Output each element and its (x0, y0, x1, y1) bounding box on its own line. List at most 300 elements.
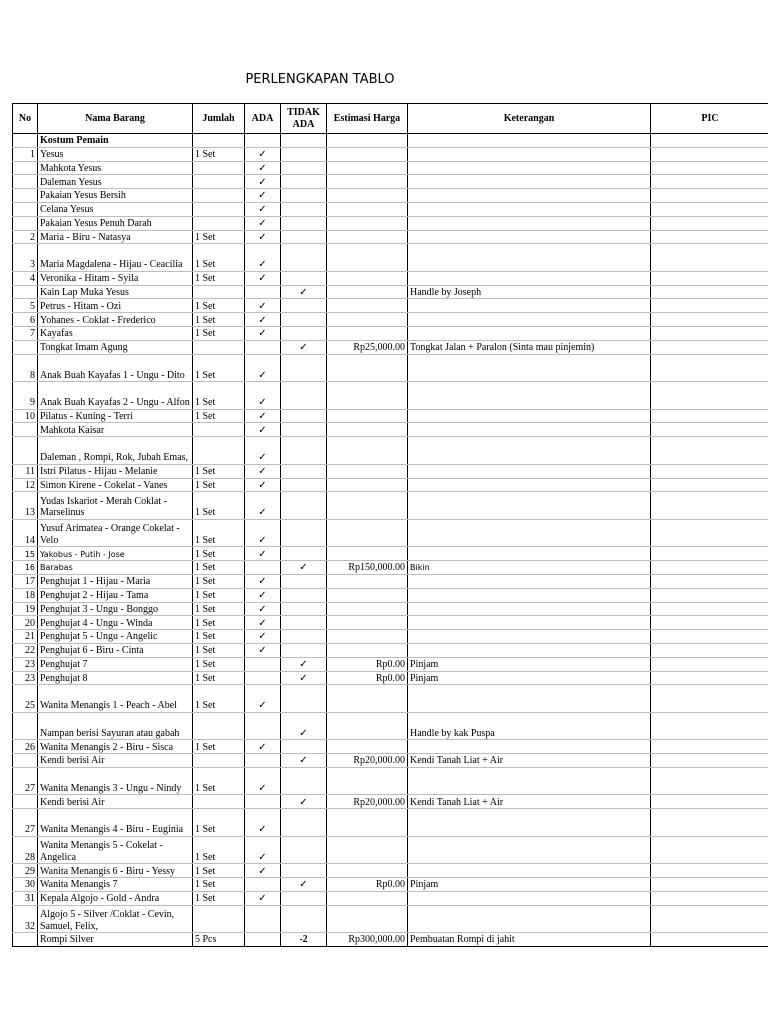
cell-nama-barang: Algojo 5 - Silver /Coklat - Cevin, Samuel, Felix, (38, 905, 193, 933)
cell-no: 16 (13, 561, 38, 575)
table-row (13, 327, 768, 341)
cell-keterangan (408, 905, 651, 933)
cell-jumlah (193, 712, 245, 740)
cell-jumlah: 1 Set (193, 492, 245, 520)
cell-nama-barang: Daleman , Rompi, Rok, Jubah Emas, (38, 437, 193, 465)
cell-no: 28 (13, 836, 38, 864)
cell-jumlah: 1 Set (193, 864, 245, 878)
cell-tidak-ada-check (281, 313, 327, 327)
cell-keterangan (408, 602, 651, 616)
cell-pic (651, 836, 768, 864)
cell-keterangan (408, 616, 651, 630)
table-row (13, 767, 768, 795)
cell-keterangan (408, 189, 651, 203)
table-row (13, 754, 768, 768)
cell-jumlah: 1 Set (193, 147, 245, 161)
cell-pic (651, 327, 768, 341)
cell-no: 12 (13, 478, 38, 492)
cell-estimasi-harga (327, 354, 408, 382)
table-row (13, 437, 768, 465)
cell-no: 19 (13, 602, 38, 616)
cell-estimasi-harga (327, 437, 408, 465)
cell-tidak-ada-check (281, 767, 327, 795)
cell-nama-barang: Yakobus - Putih - Jose (38, 547, 193, 561)
cell-nama-barang: Simon Kirene - Cokelat - Vanes (38, 478, 193, 492)
cell-keterangan (408, 574, 651, 588)
cell-nama-barang: Yudas Iskariot - Merah Coklat - Marselinus (38, 492, 193, 520)
cell-pic (651, 588, 768, 602)
cell-jumlah: 1 Set (193, 244, 245, 272)
cell-nama-barang: Kostum Pemain (38, 134, 193, 148)
cell-tidak-ada-check (281, 547, 327, 561)
cell-tidak-ada-check (281, 574, 327, 588)
cell-nama-barang: Wanita Menangis 5 - Cokelat - Angelica (38, 836, 193, 864)
cell-nama-barang: Wanita Menangis 1 - Peach - Abel (38, 685, 193, 713)
cell-estimasi-harga (327, 643, 408, 657)
cell-keterangan (408, 588, 651, 602)
table-row (13, 313, 768, 327)
cell-jumlah (193, 202, 245, 216)
cell-pic (651, 864, 768, 878)
cell-tidak-ada-check (281, 616, 327, 630)
cell-pic (651, 464, 768, 478)
cell-keterangan (408, 547, 651, 561)
cell-nama-barang: Daleman Yesus (38, 175, 193, 189)
table-row (13, 836, 768, 864)
cell-keterangan: Kendi Tanah Liat + Air (408, 754, 651, 768)
cell-ada-check: ✓ (245, 864, 281, 878)
cell-keterangan (408, 423, 651, 437)
cell-no (13, 712, 38, 740)
cell-keterangan: Pembuatan Rompi di jahit (408, 933, 651, 947)
cell-estimasi-harga (327, 630, 408, 644)
cell-estimasi-harga: Rp20,000.00 (327, 754, 408, 768)
cell-jumlah: 1 Set (193, 382, 245, 410)
cell-no: 14 (13, 519, 38, 547)
cell-pic (651, 409, 768, 423)
cell-nama-barang: Istri Pilatus - Hijau - Melanie (38, 464, 193, 478)
cell-keterangan (408, 354, 651, 382)
cell-keterangan: Tongkat Jalan + Paralon (Sinta mau pinjemin) (408, 340, 651, 354)
cell-no (13, 340, 38, 354)
cell-ada-check: ✓ (245, 382, 281, 410)
cell-tidak-ada-check: ✓ (281, 340, 327, 354)
cell-no: 31 (13, 891, 38, 905)
cell-ada-check: ✓ (245, 423, 281, 437)
cell-estimasi-harga (327, 175, 408, 189)
cell-estimasi-harga: Rp0.00 (327, 657, 408, 671)
cell-no (13, 134, 38, 148)
cell-ada-check: ✓ (245, 685, 281, 713)
cell-no: 29 (13, 864, 38, 878)
cell-tidak-ada-check (281, 271, 327, 285)
cell-estimasi-harga (327, 189, 408, 203)
cell-estimasi-harga (327, 327, 408, 341)
cell-tidak-ada-check (281, 685, 327, 713)
cell-pic (651, 299, 768, 313)
cell-ada-check (245, 671, 281, 685)
cell-jumlah: 1 Set (193, 478, 245, 492)
cell-jumlah: 5 Pcs (193, 933, 245, 947)
cell-keterangan (408, 327, 651, 341)
cell-no: 1 (13, 147, 38, 161)
page-title: PERLENGKAPAN TABLO (245, 72, 395, 87)
cell-pic (651, 754, 768, 768)
cell-estimasi-harga (327, 271, 408, 285)
cell-no (13, 754, 38, 768)
cell-estimasi-harga: Rp0.00 (327, 878, 408, 892)
table-row (13, 588, 768, 602)
cell-keterangan (408, 313, 651, 327)
cell-ada-check: ✓ (245, 271, 281, 285)
cell-estimasi-harga (327, 767, 408, 795)
table-row (13, 864, 768, 878)
cell-pic (651, 354, 768, 382)
cell-nama-barang: Kendi berisi Air (38, 795, 193, 809)
cell-tidak-ada-check (281, 230, 327, 244)
cell-pic (651, 574, 768, 588)
cell-nama-barang: Yohanes - Coklat - Frederico (38, 313, 193, 327)
cell-nama-barang: Penghujat 4 - Ungu - Winda (38, 616, 193, 630)
cell-nama-barang: Kain Lap Muka Yesus (38, 285, 193, 299)
table-row (13, 519, 768, 547)
cell-pic (651, 313, 768, 327)
cell-tidak-ada-check (281, 809, 327, 837)
cell-nama-barang: Maria - Biru - Natasya (38, 230, 193, 244)
cell-pic (651, 202, 768, 216)
cell-estimasi-harga (327, 891, 408, 905)
table-header-row (13, 104, 768, 134)
cell-no (13, 175, 38, 189)
cell-keterangan (408, 740, 651, 754)
cell-ada-check (245, 754, 281, 768)
cell-estimasi-harga (327, 230, 408, 244)
cell-jumlah (193, 340, 245, 354)
cell-nama-barang: Wanita Menangis 7 (38, 878, 193, 892)
cell-pic (651, 161, 768, 175)
cell-keterangan (408, 147, 651, 161)
col-header-jumlah: Jumlah (193, 104, 245, 134)
cell-jumlah: 1 Set (193, 588, 245, 602)
cell-ada-check: ✓ (245, 767, 281, 795)
cell-no: 2 (13, 230, 38, 244)
cell-ada-check: ✓ (245, 147, 281, 161)
cell-nama-barang: Wanita Menangis 2 - Biru - Sisca (38, 740, 193, 754)
cell-keterangan (408, 244, 651, 272)
cell-jumlah: 1 Set (193, 574, 245, 588)
cell-tidak-ada-check (281, 382, 327, 410)
cell-estimasi-harga: Rp300,000.00 (327, 933, 408, 947)
cell-tidak-ada-check (281, 299, 327, 313)
table-row (13, 271, 768, 285)
cell-ada-check: ✓ (245, 216, 281, 230)
cell-estimasi-harga (327, 478, 408, 492)
cell-jumlah: 1 Set (193, 409, 245, 423)
cell-pic (651, 285, 768, 299)
cell-pic (651, 519, 768, 547)
cell-estimasi-harga: Rp150,000.00 (327, 561, 408, 575)
cell-pic (651, 216, 768, 230)
cell-keterangan (408, 492, 651, 520)
cell-pic (651, 175, 768, 189)
table-row (13, 878, 768, 892)
cell-keterangan (408, 643, 651, 657)
cell-no (13, 437, 38, 465)
cell-ada-check: ✓ (245, 492, 281, 520)
cell-ada-check: ✓ (245, 616, 281, 630)
cell-ada-check: ✓ (245, 891, 281, 905)
cell-keterangan (408, 161, 651, 175)
table-row (13, 299, 768, 313)
cell-jumlah: 1 Set (193, 230, 245, 244)
cell-pic (651, 423, 768, 437)
table-row (13, 423, 768, 437)
cell-nama-barang: Tongkat Imam Agung (38, 340, 193, 354)
cell-pic (651, 230, 768, 244)
table-row (13, 795, 768, 809)
cell-no: 27 (13, 809, 38, 837)
cell-estimasi-harga (327, 382, 408, 410)
cell-estimasi-harga (327, 464, 408, 478)
cell-nama-barang: Penghujat 1 - Hijau - Maria (38, 574, 193, 588)
table-row (13, 230, 768, 244)
cell-pic (651, 189, 768, 203)
cell-estimasi-harga: Rp25,000.00 (327, 340, 408, 354)
cell-nama-barang: Kendi berisi Air (38, 754, 193, 768)
cell-tidak-ada-check: ✓ (281, 754, 327, 768)
cell-tidak-ada-check (281, 864, 327, 878)
cell-keterangan (408, 891, 651, 905)
cell-jumlah: 1 Set (193, 878, 245, 892)
cell-no: 17 (13, 574, 38, 588)
cell-jumlah: 1 Set (193, 299, 245, 313)
cell-pic (651, 478, 768, 492)
cell-no: 6 (13, 313, 38, 327)
cell-nama-barang: Mahkota Kaisar (38, 423, 193, 437)
cell-nama-barang: Rompi Silver (38, 933, 193, 947)
cell-ada-check: ✓ (245, 547, 281, 561)
cell-ada-check: ✓ (245, 354, 281, 382)
cell-tidak-ada-check (281, 464, 327, 478)
cell-no: 21 (13, 630, 38, 644)
table-row (13, 602, 768, 616)
cell-pic (651, 657, 768, 671)
cell-pic (651, 933, 768, 947)
table-row (13, 478, 768, 492)
col-header-nama-barang: Nama Barang (38, 104, 193, 134)
cell-no: 13 (13, 492, 38, 520)
cell-keterangan: Handle by kak Puspa (408, 712, 651, 740)
cell-ada-check: ✓ (245, 437, 281, 465)
cell-jumlah (193, 134, 245, 148)
cell-keterangan (408, 836, 651, 864)
cell-pic (651, 244, 768, 272)
cell-jumlah: 1 Set (193, 891, 245, 905)
cell-estimasi-harga: Rp0.00 (327, 671, 408, 685)
cell-ada-check: ✓ (245, 740, 281, 754)
cell-ada-check (245, 657, 281, 671)
cell-estimasi-harga (327, 740, 408, 754)
cell-ada-check (245, 795, 281, 809)
cell-no: 32 (13, 905, 38, 933)
table-row (13, 382, 768, 410)
cell-pic (651, 809, 768, 837)
cell-pic (651, 602, 768, 616)
cell-keterangan: Pinjam (408, 671, 651, 685)
cell-keterangan (408, 464, 651, 478)
table-row (13, 891, 768, 905)
cell-tidak-ada-check (281, 519, 327, 547)
cell-nama-barang: Barabas (38, 561, 193, 575)
cell-ada-check: ✓ (245, 202, 281, 216)
cell-no (13, 189, 38, 203)
cell-ada-check (245, 285, 281, 299)
cell-nama-barang: Penghujat 8 (38, 671, 193, 685)
cell-estimasi-harga (327, 547, 408, 561)
cell-estimasi-harga (327, 574, 408, 588)
cell-tidak-ada-check: ✓ (281, 795, 327, 809)
cell-no: 11 (13, 464, 38, 478)
cell-no: 23 (13, 671, 38, 685)
section-row (13, 134, 768, 148)
cell-no (13, 216, 38, 230)
cell-jumlah: 1 Set (193, 643, 245, 657)
table-row (13, 216, 768, 230)
table-row (13, 340, 768, 354)
cell-ada-check: ✓ (245, 161, 281, 175)
cell-ada-check (245, 134, 281, 148)
cell-jumlah (193, 754, 245, 768)
cell-ada-check (245, 340, 281, 354)
cell-nama-barang: Penghujat 6 - Biru - Cinta (38, 643, 193, 657)
table-row (13, 657, 768, 671)
cell-keterangan (408, 767, 651, 795)
cell-pic (651, 630, 768, 644)
table-row (13, 740, 768, 754)
cell-pic (651, 685, 768, 713)
cell-keterangan: Bikin (408, 561, 651, 575)
cell-tidak-ada-check (281, 836, 327, 864)
cell-tidak-ada-check (281, 602, 327, 616)
cell-jumlah: 1 Set (193, 630, 245, 644)
cell-keterangan (408, 437, 651, 465)
cell-tidak-ada-check: ✓ (281, 561, 327, 575)
cell-tidak-ada-check (281, 492, 327, 520)
cell-no: 7 (13, 327, 38, 341)
cell-jumlah (193, 285, 245, 299)
cell-pic (651, 905, 768, 933)
cell-keterangan: Pinjam (408, 878, 651, 892)
cell-keterangan: Handle by Joseph (408, 285, 651, 299)
cell-nama-barang: Mahkota Yesus (38, 161, 193, 175)
cell-no: 27 (13, 767, 38, 795)
cell-ada-check: ✓ (245, 409, 281, 423)
cell-pic (651, 712, 768, 740)
cell-jumlah: 1 Set (193, 313, 245, 327)
cell-no (13, 423, 38, 437)
cell-ada-check (245, 712, 281, 740)
cell-nama-barang: Wanita Menangis 3 - Ungu - Nindy (38, 767, 193, 795)
cell-tidak-ada-check (281, 630, 327, 644)
cell-tidak-ada-check (281, 740, 327, 754)
cell-jumlah (193, 423, 245, 437)
cell-ada-check: ✓ (245, 478, 281, 492)
col-header-pic: PIC (651, 104, 768, 134)
table-row (13, 547, 768, 561)
cell-tidak-ada-check (281, 147, 327, 161)
table-row (13, 643, 768, 657)
cell-pic (651, 437, 768, 465)
col-header-keterangan: Keterangan (408, 104, 651, 134)
cell-ada-check: ✓ (245, 327, 281, 341)
cell-keterangan (408, 478, 651, 492)
cell-pic (651, 878, 768, 892)
cell-pic (651, 547, 768, 561)
table-row (13, 671, 768, 685)
cell-keterangan (408, 809, 651, 837)
cell-jumlah (193, 437, 245, 465)
cell-nama-barang: Penghujat 2 - Hijau - Tama (38, 588, 193, 602)
cell-estimasi-harga (327, 409, 408, 423)
cell-ada-check: ✓ (245, 643, 281, 657)
cell-tidak-ada-check (281, 423, 327, 437)
col-header-no: No (13, 104, 38, 134)
cell-nama-barang: Penghujat 3 - Ungu - Bonggo (38, 602, 193, 616)
cell-jumlah: 1 Set (193, 767, 245, 795)
table-body (13, 134, 768, 947)
cell-pic (651, 671, 768, 685)
cell-keterangan (408, 409, 651, 423)
cell-jumlah: 1 Set (193, 547, 245, 561)
cell-estimasi-harga (327, 712, 408, 740)
cell-no: 9 (13, 382, 38, 410)
table-row (13, 905, 768, 933)
cell-jumlah (193, 189, 245, 203)
cell-tidak-ada-check (281, 244, 327, 272)
cell-ada-check: ✓ (245, 602, 281, 616)
cell-tidak-ada-check (281, 161, 327, 175)
cell-tidak-ada-check: ✓ (281, 712, 327, 740)
cell-nama-barang: Pakaian Yesus Penuh Darah (38, 216, 193, 230)
table-row (13, 809, 768, 837)
cell-no: 22 (13, 643, 38, 657)
cell-pic (651, 767, 768, 795)
cell-estimasi-harga (327, 216, 408, 230)
table-row (13, 492, 768, 520)
cell-keterangan (408, 202, 651, 216)
cell-nama-barang: Penghujat 5 - Ungu - Angelic (38, 630, 193, 644)
cell-keterangan (408, 519, 651, 547)
cell-estimasi-harga (327, 313, 408, 327)
cell-jumlah: 1 Set (193, 616, 245, 630)
cell-estimasi-harga: Rp20,000.00 (327, 795, 408, 809)
cell-jumlah: 1 Set (193, 464, 245, 478)
cell-jumlah: 1 Set (193, 836, 245, 864)
table-row (13, 409, 768, 423)
table-row (13, 574, 768, 588)
table-row (13, 189, 768, 203)
cell-keterangan (408, 299, 651, 313)
col-header-tidak-ada: TIDAK ADA (281, 104, 327, 134)
cell-jumlah: 1 Set (193, 671, 245, 685)
cell-pic (651, 643, 768, 657)
table-row (13, 685, 768, 713)
cell-nama-barang: Wanita Menangis 6 - Biru - Yessy (38, 864, 193, 878)
cell-pic (651, 147, 768, 161)
cell-estimasi-harga (327, 519, 408, 547)
cell-jumlah: 1 Set (193, 561, 245, 575)
col-header-estimasi-harga: Estimasi Harga (327, 104, 408, 134)
